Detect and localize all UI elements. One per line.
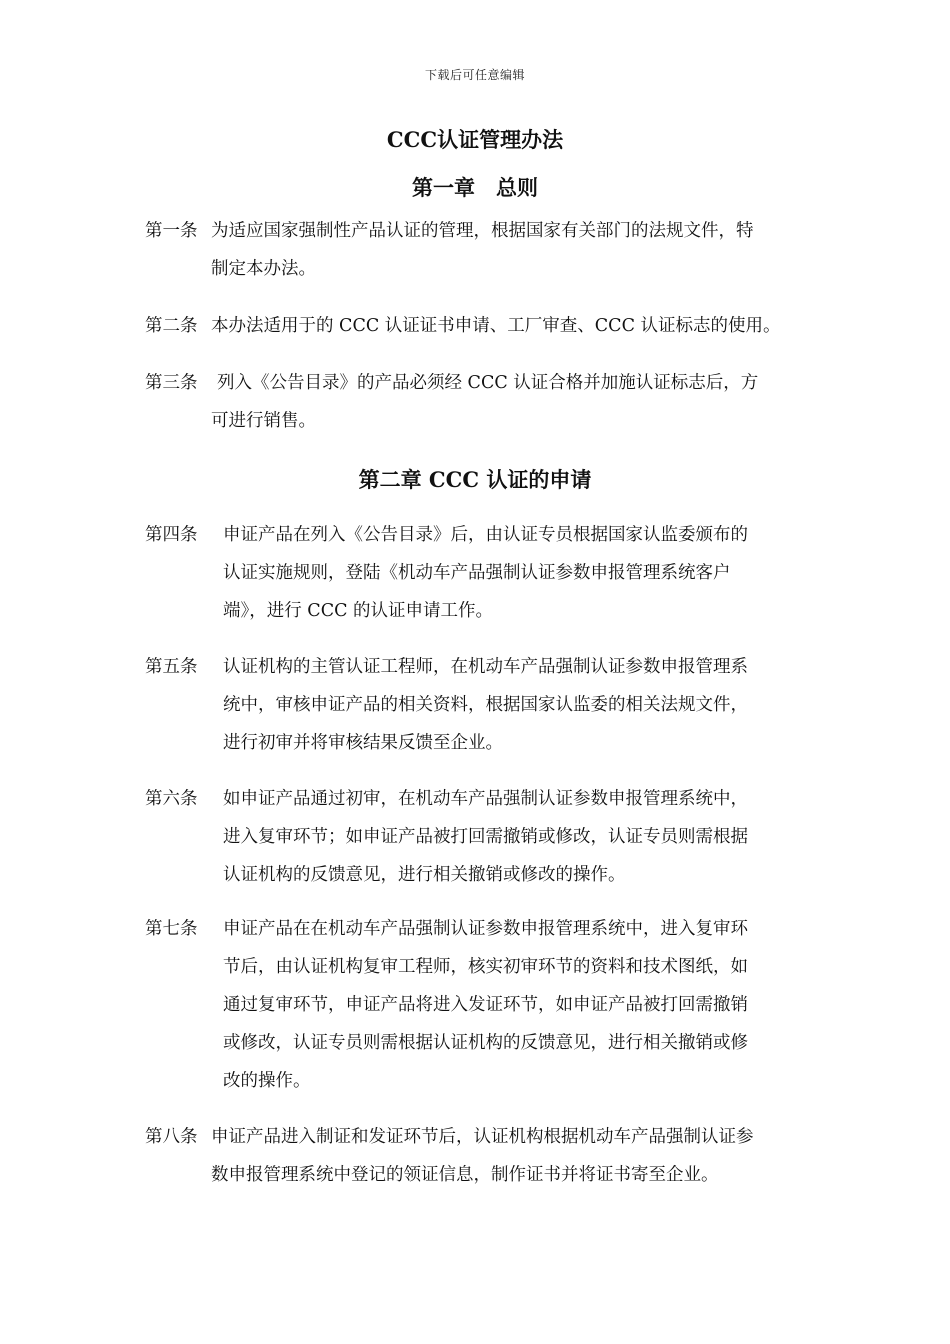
article-line: 进入复审环节；如申证产品被打回需撤销或修改，认证专员则需根据	[223, 827, 748, 847]
article-line: 认证机构的反馈意见，进行相关撤销或修改的操作。	[223, 865, 626, 885]
article-number: 第五条	[145, 657, 198, 677]
article-line: 为适应国家强制性产品认证的管理，根据国家有关部门的法规文件，特	[211, 221, 754, 241]
article-line: 节后，由认证机构复审工程师，核实初审环节的资料和技术图纸，如	[223, 957, 748, 977]
article-text	[145, 307, 815, 345]
header-note: 下载后可任意编辑	[424, 68, 525, 82]
article-8	[145, 1118, 815, 1194]
article-text-continued	[145, 250, 815, 288]
article-text	[145, 212, 815, 250]
article-line: 申证产品在列入《公告目录》后，由认证专员根据国家认监委颁布的	[223, 525, 748, 545]
article-line: 端》，进行 CCC 的认证申请工作。	[223, 601, 494, 621]
article-text-continued	[145, 402, 815, 440]
article-4	[145, 516, 815, 630]
article-3	[145, 364, 815, 440]
article-number: 第一条	[145, 221, 198, 241]
document-title: CCC认证管理办法	[386, 127, 564, 152]
article-line: 进行初审并将审核结果反馈至企业。	[223, 733, 503, 753]
article-line: 或修改，认证专员则需根据认证机构的反馈意见，进行相关撤销或修	[223, 1033, 748, 1053]
article-number: 第三条	[145, 373, 198, 393]
article-number: 第七条	[145, 919, 198, 939]
article-number: 第二条	[145, 316, 198, 336]
article-line: 可进行销售。	[211, 411, 316, 431]
article-text	[145, 516, 815, 630]
article-text	[145, 648, 815, 762]
article-number: 第六条	[145, 789, 198, 809]
article-line: 本办法适用于的 CCC 认证证书申请、工厂审查、CCC 认证标志的使用。	[211, 316, 781, 336]
article-line: 数申报管理系统中登记的领证信息，制作证书并将证书寄至企业。	[211, 1165, 719, 1185]
article-line: 如申证产品通过初审，在机动车产品强制认证参数申报管理系统中，	[223, 789, 748, 809]
article-text	[145, 364, 815, 402]
article-line: 统中，审核申证产品的相关资料，根据国家认监委的相关法规文件，	[223, 695, 748, 715]
article-text	[145, 910, 815, 1100]
article-line: 认证实施规则，登陆《机动车产品强制认证参数申报管理系统客户	[223, 563, 731, 583]
article-line: 申证产品在在机动车产品强制认证参数申报管理系统中，进入复审环	[223, 919, 748, 939]
article-line: 列入《公告目录》的产品必须经 CCC 认证合格并加施认证标志后，方	[217, 373, 759, 393]
article-line: 认证机构的主管认证工程师，在机动车产品强制认证参数申报管理系	[223, 657, 748, 677]
article-text	[145, 1118, 815, 1194]
article-6	[145, 780, 815, 894]
article-number: 第四条	[145, 525, 198, 545]
article-line: 改的操作。	[223, 1071, 311, 1091]
article-5	[145, 648, 815, 762]
article-line: 申证产品进入制证和发证环节后，认证机构根据机动车产品强制认证参	[211, 1127, 754, 1147]
article-7	[145, 910, 815, 1100]
article-number: 第八条	[145, 1127, 198, 1147]
article-2	[145, 307, 815, 345]
article-line: 制定本办法。	[211, 259, 316, 279]
chapter-heading-1: 第一章 总则	[412, 175, 538, 200]
article-text	[145, 780, 815, 894]
chapter-heading-2: 第二章 CCC 认证的申请	[358, 467, 592, 492]
article-1	[145, 212, 815, 288]
article-line: 通过复审环节，申证产品将进入发证环节，如申证产品被打回需撤销	[223, 995, 748, 1015]
